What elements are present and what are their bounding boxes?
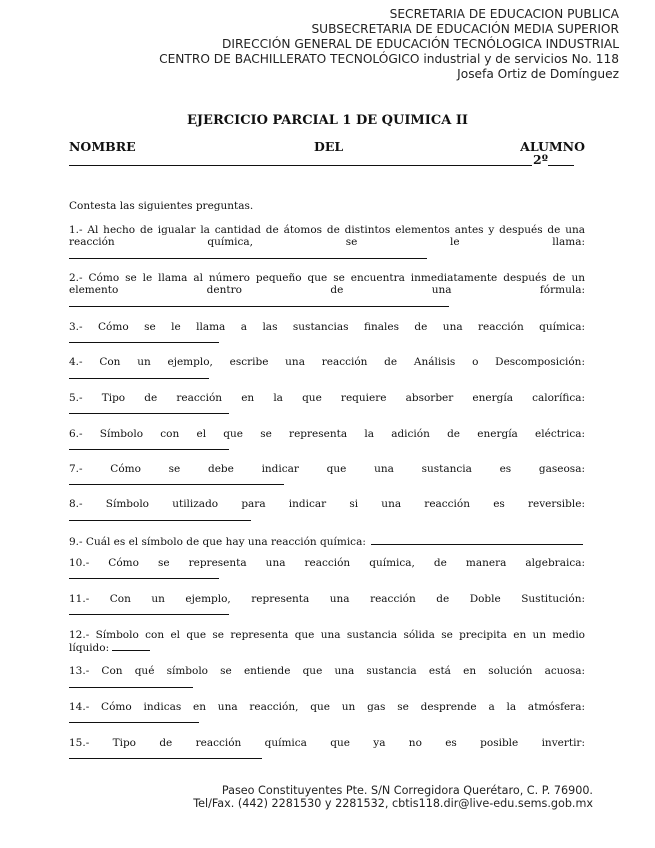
header-line-1: SECRETARIA DE EDUCACION PUBLICA bbox=[389, 7, 619, 21]
question-8: 8.- Símbolo utilizado para indicar si una reacción es reversible: bbox=[69, 498, 585, 510]
answer-13-blank[interactable] bbox=[69, 687, 193, 688]
header-line-2: SUBSECRETARIA DE EDUCACIÓN MEDIA SUPERIOR bbox=[311, 22, 619, 36]
question-11: 11.- Con un ejemplo, representa una reacción de Doble Sustitución: bbox=[69, 593, 585, 605]
footer-line-2: Tel/Fax. (442) 2281530 y 2281532, cbtis118.dir@live-edu.sems.gob.mx bbox=[193, 797, 593, 810]
student-name-blank[interactable] bbox=[69, 165, 532, 166]
answer-5-blank[interactable] bbox=[69, 413, 229, 414]
institution-header bbox=[159, 7, 619, 82]
question-7: 7.- Cómo se debe indicar que una sustancia es gaseosa: bbox=[69, 463, 585, 475]
name-label-word-1: NOMBRE bbox=[69, 139, 136, 154]
question-1-line-2: reacción química, se le llama: bbox=[69, 236, 585, 248]
answer-3-blank[interactable] bbox=[69, 342, 219, 343]
answer-15-blank[interactable] bbox=[69, 758, 262, 759]
question-12-line-2-text: líquido: bbox=[69, 642, 110, 654]
grade-label: 2º bbox=[533, 152, 548, 167]
answer-2-blank[interactable] bbox=[69, 306, 449, 307]
answer-7-blank[interactable] bbox=[69, 484, 284, 485]
answer-14-blank[interactable] bbox=[69, 722, 199, 723]
answer-6-blank[interactable] bbox=[69, 449, 229, 450]
answer-1-blank[interactable] bbox=[69, 258, 427, 259]
question-3: 3.- Cómo se le llama a las sustancias finales de una reacción química: bbox=[69, 321, 585, 333]
question-13: 13.- Con qué símbolo se entiende que una sustancia está en solución acuosa: bbox=[69, 665, 585, 677]
name-label-word-2: DEL bbox=[314, 139, 344, 154]
answer-8-blank[interactable] bbox=[69, 520, 251, 521]
answer-9-blank[interactable] bbox=[371, 535, 583, 545]
answer-10-blank[interactable] bbox=[69, 578, 219, 579]
footer-line-1: Paseo Constituyentes Pte. S/N Corregidora Querétaro, C. P. 76900. bbox=[221, 784, 593, 797]
question-9 bbox=[69, 535, 585, 548]
question-2-line-2: elemento dentro de una fórmula: bbox=[69, 284, 585, 296]
name-label-word-3: ALUMNO bbox=[520, 139, 585, 154]
question-2 bbox=[69, 272, 585, 296]
question-10: 10.- Cómo se representa una reacción química, de manera algebraica: bbox=[69, 557, 585, 569]
question-6: 6.- Símbolo con el que se representa la adición de energía eléctrica: bbox=[69, 428, 585, 440]
header-line-3: DIRECCIÓN GENERAL DE EDUCACIÓN TECNÓLOGICA INDUSTRIAL bbox=[221, 37, 619, 51]
answer-4-blank[interactable] bbox=[69, 378, 209, 379]
question-1 bbox=[69, 224, 585, 248]
footer-address bbox=[193, 784, 593, 810]
question-2-line-1: 2.- Cómo se le llama al número pequeño que se encuentra inmediatamente después de un bbox=[69, 272, 585, 284]
question-1-line-1: 1.- Al hecho de igualar la cantidad de átomos de distintos elementos antes y después de una bbox=[69, 224, 585, 236]
question-12-line-1: 12.- Símbolo con el que se representa que una sustancia sólida se precipita en un medio bbox=[69, 629, 585, 641]
header-line-5: Josefa Ortiz de Domínguez bbox=[457, 67, 619, 81]
question-12-line-2 bbox=[69, 641, 585, 654]
question-14: 14.- Cómo indicas en una reacción, que un gas se desprende a la atmósfera: bbox=[69, 701, 585, 713]
instructions: Contesta las siguientes preguntas. bbox=[69, 200, 254, 212]
question-15: 15.- Tipo de reacción química que ya no es posible invertir: bbox=[69, 737, 585, 749]
group-blank[interactable] bbox=[548, 165, 574, 166]
question-5: 5.- Tipo de reacción en la que requiere absorber energía calorífica: bbox=[69, 392, 585, 404]
question-4: 4.- Con un ejemplo, escribe una reacción de Análisis o Descomposición: bbox=[69, 356, 585, 368]
question-9-text: 9.- Cuál es el símbolo de que hay una reacción química: bbox=[69, 536, 366, 548]
answer-11-blank[interactable] bbox=[69, 614, 229, 615]
answer-12-blank[interactable] bbox=[112, 641, 150, 651]
question-12 bbox=[69, 629, 585, 654]
header-line-4: CENTRO DE BACHILLERATO TECNOLÓGICO industrial y de servicios No. 118 bbox=[159, 52, 619, 66]
exam-title: EJERCICIO PARCIAL 1 DE QUIMICA II bbox=[187, 113, 468, 128]
